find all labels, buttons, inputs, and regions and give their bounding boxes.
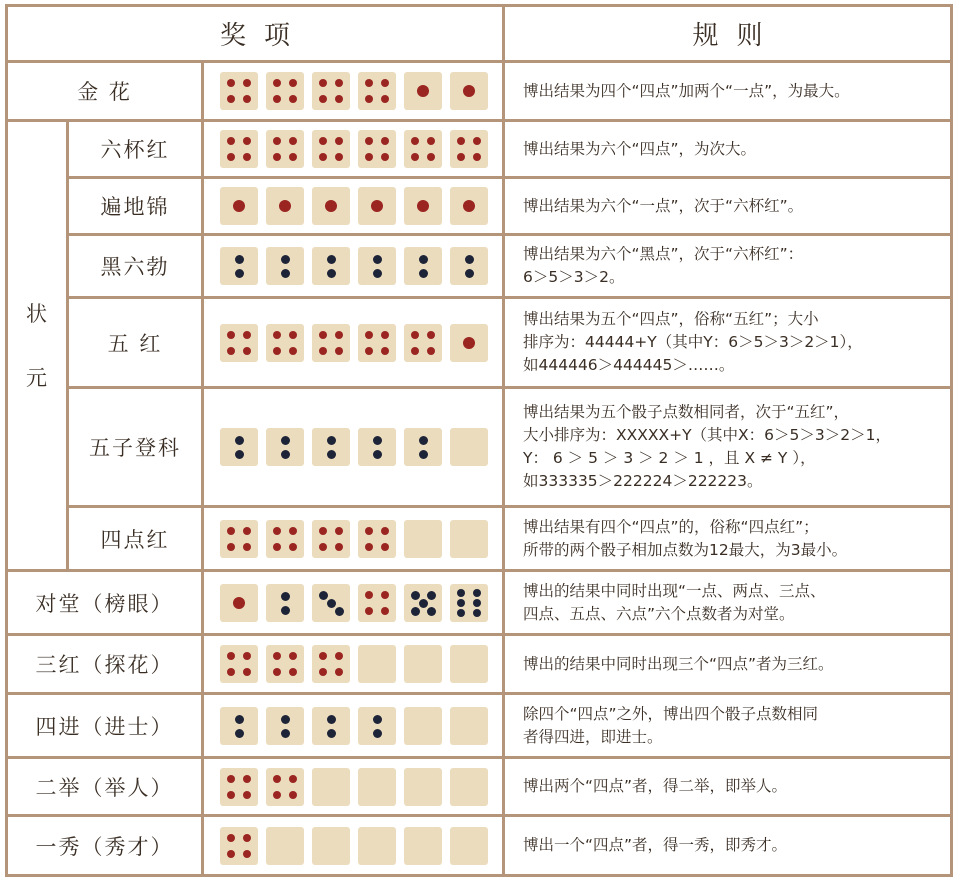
die-pip bbox=[243, 79, 251, 87]
die-blank bbox=[404, 827, 442, 865]
die-face-2 bbox=[358, 428, 396, 466]
die-pip bbox=[227, 347, 235, 355]
die-pip bbox=[243, 834, 251, 842]
prize-name: 一秀（秀才） bbox=[35, 834, 174, 859]
dice-group bbox=[220, 768, 488, 806]
die-pip bbox=[427, 153, 435, 161]
dice-group bbox=[220, 827, 488, 865]
die-blank bbox=[450, 428, 488, 466]
die-blank bbox=[450, 520, 488, 558]
die-pip bbox=[465, 269, 474, 278]
die-face-4 bbox=[266, 72, 304, 110]
rule-text: 博出结果为六个“黑点”，次于“六杯红”： 6＞5＞3＞2。 bbox=[523, 245, 804, 286]
column-divider bbox=[502, 4, 505, 877]
die-pip bbox=[411, 331, 419, 339]
die-blank bbox=[404, 768, 442, 806]
rule-text: 博出结果为六个“四点”，为次大。 bbox=[523, 139, 757, 158]
die-face-4 bbox=[312, 72, 350, 110]
die-blank bbox=[266, 827, 304, 865]
prize-name: 四点红 bbox=[100, 527, 170, 552]
die-pip bbox=[419, 269, 428, 278]
die-pip bbox=[419, 255, 428, 264]
dice-group bbox=[220, 645, 488, 683]
prize-name: 五子登科 bbox=[89, 436, 181, 460]
die-face-4 bbox=[266, 324, 304, 362]
die-pip bbox=[289, 79, 297, 87]
rule-text: 博出两个“四点”者，得二举，即举人。 bbox=[523, 777, 788, 795]
die-face-4 bbox=[450, 130, 488, 168]
die-pip bbox=[373, 269, 382, 278]
die-face-2 bbox=[404, 247, 442, 285]
die-face-2 bbox=[266, 707, 304, 745]
die-face-2 bbox=[358, 707, 396, 745]
die-pip bbox=[227, 834, 235, 842]
table-border-bottom bbox=[5, 874, 953, 877]
die-pip bbox=[365, 543, 373, 551]
die-face-4 bbox=[220, 520, 258, 558]
die-pip bbox=[381, 607, 389, 615]
die-pip bbox=[289, 668, 297, 676]
dice-group bbox=[220, 130, 488, 168]
die-pip bbox=[273, 347, 281, 355]
die-pip bbox=[227, 137, 235, 145]
die-blank bbox=[450, 827, 488, 865]
die-pip bbox=[289, 543, 297, 551]
die-pip bbox=[335, 153, 343, 161]
die-pip bbox=[319, 95, 327, 103]
die-blank bbox=[312, 827, 350, 865]
rule-text: 博出结果为五个“四点”，俗称“五红”；大小 排序为：44444+Y（其中Y：6＞5＞3＞2＞1）， 如444446＞444445＞……。 bbox=[523, 310, 863, 374]
die-face-1 bbox=[450, 72, 488, 110]
die-pip bbox=[227, 850, 235, 858]
die-pip bbox=[319, 79, 327, 87]
rule-text: 博出结果为五个骰子点数相同者，次于“五红”， 大小排序为：XXXXX+Y（其中X：6＞5＞3＞2＞1， Y： 6 ＞ 5 ＞ 3 ＞ 2 ＞ 1 ，且 X ≠ Y ）， 如333335＞222224＞222223。 bbox=[523, 403, 891, 490]
die-face-4 bbox=[312, 324, 350, 362]
rule-text: 博出一个“四点”者，得一秀，即秀才。 bbox=[523, 836, 788, 854]
die-pip bbox=[227, 153, 235, 161]
die-face-4 bbox=[220, 324, 258, 362]
die-pip bbox=[411, 347, 419, 355]
die-face-2 bbox=[312, 707, 350, 745]
die-pip bbox=[473, 609, 481, 617]
die-face-4 bbox=[312, 520, 350, 558]
die-pip bbox=[473, 599, 481, 607]
die-pip bbox=[381, 543, 389, 551]
die-blank bbox=[450, 645, 488, 683]
die-face-4 bbox=[404, 130, 442, 168]
die-pip bbox=[335, 137, 343, 145]
die-pip bbox=[273, 153, 281, 161]
die-face-2 bbox=[266, 584, 304, 622]
die-pip bbox=[427, 331, 435, 339]
die-pip bbox=[243, 543, 251, 551]
die-pip bbox=[411, 137, 419, 145]
die-pip bbox=[273, 527, 281, 535]
die-face-2 bbox=[404, 428, 442, 466]
die-pip bbox=[335, 527, 343, 535]
prize-name: 五 红 bbox=[107, 331, 163, 356]
die-face-4 bbox=[266, 130, 304, 168]
die-pip bbox=[319, 652, 327, 660]
die-pip bbox=[233, 200, 245, 212]
die-pip bbox=[289, 775, 297, 783]
die-pip bbox=[243, 95, 251, 103]
die-pip bbox=[243, 347, 251, 355]
die-pip bbox=[365, 591, 373, 599]
die-pip bbox=[327, 450, 336, 459]
die-face-1 bbox=[450, 324, 488, 362]
dice-group bbox=[220, 247, 488, 285]
die-pip bbox=[281, 715, 290, 724]
die-pip bbox=[411, 591, 420, 600]
die-face-4 bbox=[358, 72, 396, 110]
die-pip bbox=[235, 450, 244, 459]
die-face-1 bbox=[450, 187, 488, 225]
die-pip bbox=[227, 331, 235, 339]
die-pip bbox=[235, 269, 244, 278]
die-blank bbox=[358, 645, 396, 683]
rule-text: 博出的结果中同时出现“一点、两点、三点、 四点、五点、六点”六个点数者为对堂。 bbox=[523, 581, 826, 623]
die-pip bbox=[373, 729, 382, 738]
die-pip bbox=[319, 153, 327, 161]
die-pip bbox=[465, 255, 474, 264]
die-face-4 bbox=[220, 72, 258, 110]
die-pip bbox=[427, 591, 436, 600]
dice-group bbox=[220, 72, 488, 110]
die-pip bbox=[427, 137, 435, 145]
die-pip bbox=[227, 79, 235, 87]
die-pip bbox=[281, 729, 290, 738]
die-pip bbox=[289, 791, 297, 799]
die-pip bbox=[335, 331, 343, 339]
die-pip bbox=[289, 652, 297, 660]
die-pip bbox=[227, 652, 235, 660]
die-pip bbox=[235, 436, 244, 445]
die-pip bbox=[227, 527, 235, 535]
die-pip bbox=[373, 715, 382, 724]
die-pip bbox=[327, 269, 336, 278]
prize-name: 黑六勃 bbox=[100, 255, 170, 279]
die-blank bbox=[404, 520, 442, 558]
die-pip bbox=[281, 592, 290, 601]
die-pip bbox=[289, 153, 297, 161]
die-face-4 bbox=[312, 130, 350, 168]
prize-name: 二举（举人） bbox=[35, 775, 174, 800]
die-pip bbox=[365, 331, 373, 339]
die-pip bbox=[381, 153, 389, 161]
die-pip bbox=[243, 137, 251, 145]
prize-name: 遍地锦 bbox=[100, 195, 170, 219]
die-pip bbox=[381, 79, 389, 87]
die-pip bbox=[335, 79, 343, 87]
die-pip bbox=[457, 589, 465, 597]
die-pip bbox=[427, 347, 435, 355]
die-blank bbox=[450, 707, 488, 745]
die-face-2 bbox=[450, 247, 488, 285]
die-pip bbox=[365, 95, 373, 103]
die-face-2 bbox=[358, 247, 396, 285]
die-pip bbox=[289, 137, 297, 145]
die-pip bbox=[227, 775, 235, 783]
die-face-6 bbox=[450, 584, 488, 622]
rule-text: 除四个“四点”之外，博出四个骰子点数相同 者得四进，即进士。 bbox=[523, 704, 819, 746]
die-pip bbox=[473, 153, 481, 161]
die-pip bbox=[289, 527, 297, 535]
die-face-1 bbox=[312, 187, 350, 225]
die-pip bbox=[427, 607, 436, 616]
die-pip bbox=[381, 527, 389, 535]
die-pip bbox=[373, 436, 382, 445]
die-face-1 bbox=[404, 72, 442, 110]
die-pip bbox=[365, 347, 373, 355]
die-pip bbox=[335, 607, 344, 616]
die-pip bbox=[289, 347, 297, 355]
die-pip bbox=[243, 331, 251, 339]
die-pip bbox=[381, 137, 389, 145]
dice-group bbox=[220, 187, 488, 225]
die-face-1 bbox=[266, 187, 304, 225]
die-pip bbox=[335, 95, 343, 103]
die-pip bbox=[273, 652, 281, 660]
die-pip bbox=[235, 255, 244, 264]
die-pip bbox=[373, 255, 382, 264]
die-face-1 bbox=[404, 187, 442, 225]
rule-text: 博出结果为六个“一点”，次于“六杯红”。 bbox=[523, 196, 804, 215]
die-pip bbox=[335, 543, 343, 551]
die-face-2 bbox=[312, 428, 350, 466]
die-pip bbox=[319, 668, 327, 676]
die-pip bbox=[273, 79, 281, 87]
die-pip bbox=[411, 607, 420, 616]
die-pip bbox=[335, 668, 343, 676]
die-pip bbox=[281, 269, 290, 278]
die-pip bbox=[381, 331, 389, 339]
die-face-4 bbox=[312, 645, 350, 683]
die-pip bbox=[335, 347, 343, 355]
die-pip bbox=[235, 715, 244, 724]
die-face-2 bbox=[220, 707, 258, 745]
die-pip bbox=[243, 775, 251, 783]
die-face-4 bbox=[266, 768, 304, 806]
die-pip bbox=[243, 850, 251, 858]
die-pip bbox=[233, 597, 245, 609]
die-pip bbox=[289, 331, 297, 339]
die-pip bbox=[227, 95, 235, 103]
die-face-4 bbox=[220, 827, 258, 865]
die-pip bbox=[473, 137, 481, 145]
rule-text: 博出的结果中同时出现三个“四点”者为三红。 bbox=[523, 654, 834, 673]
die-pip bbox=[417, 85, 429, 97]
die-face-2 bbox=[266, 247, 304, 285]
die-face-1 bbox=[220, 187, 258, 225]
die-blank bbox=[404, 707, 442, 745]
die-pip bbox=[411, 153, 419, 161]
die-pip bbox=[319, 347, 327, 355]
die-pip bbox=[327, 255, 336, 264]
die-face-4 bbox=[358, 324, 396, 362]
die-pip bbox=[365, 137, 373, 145]
die-pip bbox=[281, 255, 290, 264]
die-pip bbox=[319, 137, 327, 145]
die-face-5 bbox=[404, 584, 442, 622]
die-pip bbox=[365, 607, 373, 615]
die-pip bbox=[457, 599, 465, 607]
dice-group bbox=[220, 324, 488, 362]
die-pip bbox=[243, 527, 251, 535]
die-blank bbox=[404, 645, 442, 683]
header-prize: 奖项 bbox=[219, 21, 308, 51]
die-pip bbox=[463, 85, 475, 97]
prize-name: 三红（探花） bbox=[35, 653, 174, 677]
die-pip bbox=[373, 450, 382, 459]
die-pip bbox=[273, 137, 281, 145]
die-face-2 bbox=[312, 247, 350, 285]
dice-group bbox=[220, 584, 488, 622]
die-pip bbox=[281, 606, 290, 615]
die-pip bbox=[419, 436, 428, 445]
die-face-4 bbox=[220, 130, 258, 168]
prize-name: 四进（进士） bbox=[35, 714, 174, 739]
dice-group bbox=[220, 707, 488, 745]
die-pip bbox=[289, 95, 297, 103]
die-pip bbox=[419, 599, 428, 608]
die-face-4 bbox=[220, 645, 258, 683]
die-face-4 bbox=[266, 645, 304, 683]
die-pip bbox=[227, 791, 235, 799]
die-pip bbox=[243, 668, 251, 676]
zhuangyuan-char-2: 元 bbox=[26, 366, 47, 390]
die-pip bbox=[273, 668, 281, 676]
die-pip bbox=[327, 599, 336, 608]
die-pip bbox=[335, 652, 343, 660]
die-face-2 bbox=[266, 428, 304, 466]
die-face-1 bbox=[358, 187, 396, 225]
die-face-4 bbox=[404, 324, 442, 362]
die-pip bbox=[319, 331, 327, 339]
die-pip bbox=[457, 153, 465, 161]
die-pip bbox=[281, 436, 290, 445]
prize-name: 对堂（榜眼） bbox=[35, 591, 174, 616]
prize-name: 六杯红 bbox=[100, 138, 170, 162]
die-pip bbox=[381, 95, 389, 103]
die-blank bbox=[450, 768, 488, 806]
die-face-4 bbox=[358, 520, 396, 558]
die-blank bbox=[312, 768, 350, 806]
dice-group bbox=[220, 428, 488, 466]
die-pip bbox=[235, 729, 244, 738]
die-pip bbox=[463, 337, 475, 349]
die-pip bbox=[473, 589, 481, 597]
die-pip bbox=[327, 729, 336, 738]
die-pip bbox=[319, 527, 327, 535]
die-face-4 bbox=[220, 768, 258, 806]
die-pip bbox=[457, 609, 465, 617]
die-pip bbox=[463, 200, 475, 212]
die-face-4 bbox=[358, 584, 396, 622]
die-pip bbox=[227, 543, 235, 551]
die-pip bbox=[419, 450, 428, 459]
die-pip bbox=[319, 591, 328, 600]
dice-group bbox=[220, 520, 488, 558]
die-pip bbox=[457, 137, 465, 145]
die-pip bbox=[327, 715, 336, 724]
column-divider bbox=[201, 62, 204, 877]
die-pip bbox=[279, 200, 291, 212]
die-pip bbox=[365, 527, 373, 535]
die-pip bbox=[319, 543, 327, 551]
die-pip bbox=[273, 95, 281, 103]
die-pip bbox=[327, 436, 336, 445]
die-pip bbox=[325, 200, 337, 212]
die-pip bbox=[281, 450, 290, 459]
die-pip bbox=[273, 775, 281, 783]
die-face-2 bbox=[220, 428, 258, 466]
die-pip bbox=[243, 791, 251, 799]
die-blank bbox=[358, 768, 396, 806]
die-pip bbox=[273, 331, 281, 339]
die-blank bbox=[358, 827, 396, 865]
die-face-4 bbox=[358, 130, 396, 168]
die-face-1 bbox=[220, 584, 258, 622]
prize-name: 金 花 bbox=[77, 80, 132, 104]
die-face-3 bbox=[312, 584, 350, 622]
die-pip bbox=[243, 153, 251, 161]
die-pip bbox=[365, 153, 373, 161]
rule-text: 博出结果有四个“四点”的，俗称“四点红”； 所带的两个骰子相加点数为12最大，为3最小。 bbox=[523, 517, 848, 559]
die-pip bbox=[381, 591, 389, 599]
die-pip bbox=[371, 200, 383, 212]
die-pip bbox=[417, 200, 429, 212]
die-pip bbox=[227, 668, 235, 676]
die-face-2 bbox=[220, 247, 258, 285]
die-pip bbox=[273, 791, 281, 799]
die-pip bbox=[365, 79, 373, 87]
rule-text: 博出结果为四个“四点”加两个“一点”，为最大。 bbox=[523, 81, 850, 100]
die-pip bbox=[381, 347, 389, 355]
die-pip bbox=[243, 652, 251, 660]
header-rule: 规则 bbox=[692, 21, 781, 51]
zhuangyuan-char-1: 状 bbox=[26, 302, 47, 326]
die-pip bbox=[273, 543, 281, 551]
zhuangyuan-group-label bbox=[8, 121, 65, 571]
die-face-4 bbox=[266, 520, 304, 558]
